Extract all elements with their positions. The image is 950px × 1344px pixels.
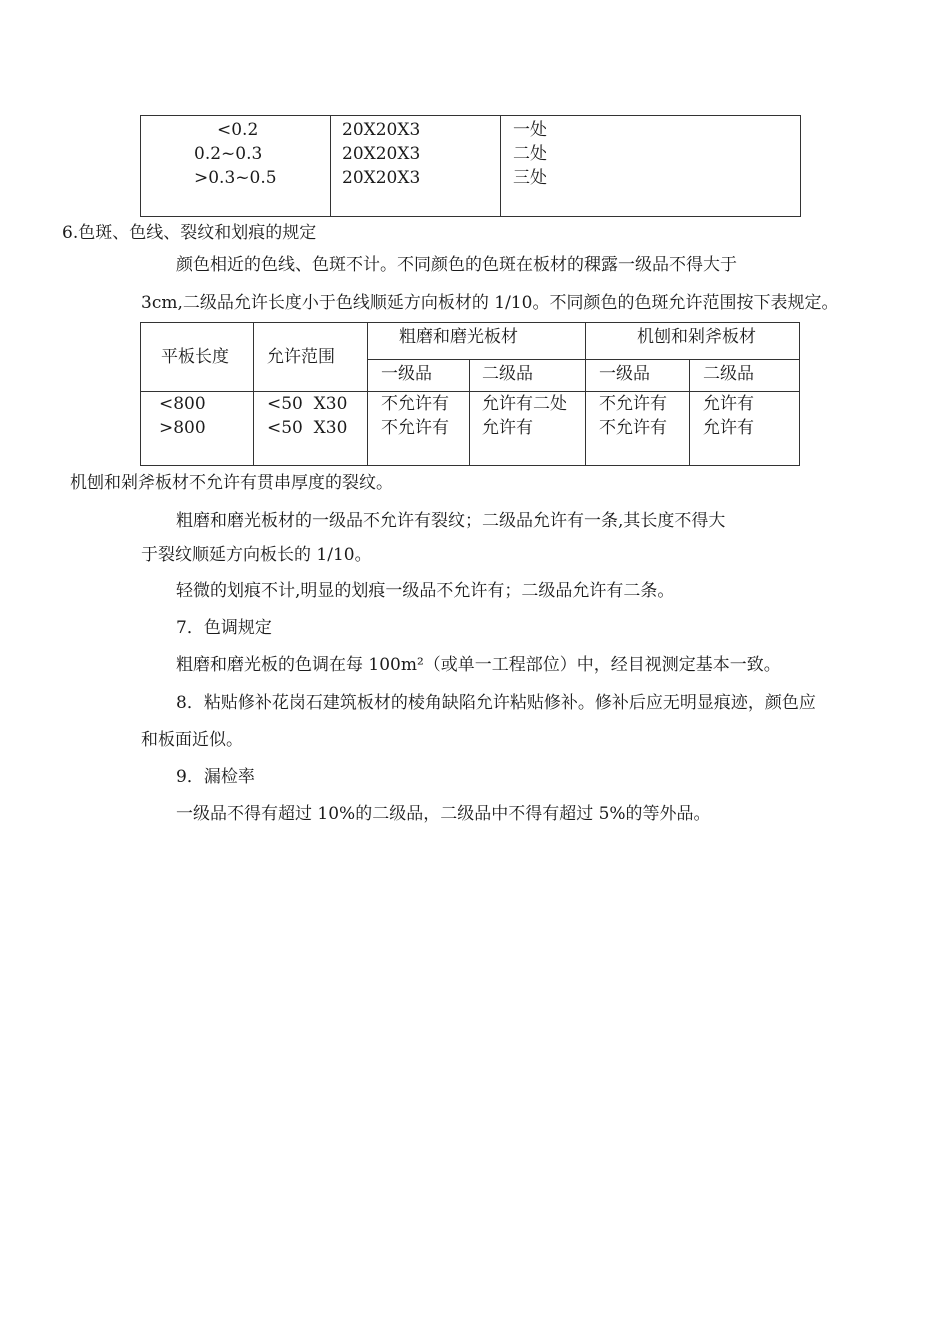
column-header: 平板长度 [161, 347, 229, 367]
table-cell: >0.3~0.5 [194, 168, 277, 188]
column-header: 允许范围 [267, 347, 335, 367]
table-cell: 允许有 [482, 418, 533, 438]
paragraph: 粗磨和磨光板的色调在每 100m²（或单一工程部位）中，经目视测定基本一致。 [176, 655, 781, 675]
table-cell: 20X20X3 [342, 144, 421, 164]
column-header: 一级品 [599, 364, 650, 384]
table-cell: 三处 [513, 168, 547, 188]
paragraph: 粗磨和磨光板材的一级品不允许有裂纹；二级品允许有一条,其长度不得大 [176, 511, 726, 531]
table-cell: <0.2 [217, 120, 259, 140]
table-divider [330, 116, 331, 216]
column-header: 粗磨和磨光板材 [399, 327, 518, 347]
table-cell: 允许有二处 [482, 394, 567, 414]
color-spot-table [140, 322, 800, 466]
table-cell: 允许有 [703, 394, 754, 414]
table-cell: <800 [159, 394, 206, 414]
table-cell: 20X20X3 [342, 168, 421, 188]
table-cell: 不允许有 [599, 418, 667, 438]
table-cell: 不允许有 [381, 418, 449, 438]
paragraph: 一级品不得有超过 10%的二级品，二级品中不得有超过 5%的等外品。 [176, 804, 711, 824]
table-cell: <50 X30 [267, 418, 348, 438]
paragraph: 轻微的划痕不计,明显的划痕一级品不允许有；二级品允许有二条。 [176, 581, 675, 601]
table-cell: 不允许有 [599, 394, 667, 414]
paragraph: 和板面近似。 [141, 730, 243, 750]
section-heading: 9．漏检率 [176, 767, 255, 787]
table-cell: 一处 [513, 120, 547, 140]
table-cell: 20X20X3 [342, 120, 421, 140]
table-divider [367, 359, 799, 360]
table-cell: 0.2~0.3 [194, 144, 263, 164]
section-heading: 6.色斑、色线、裂纹和划痕的规定 [62, 223, 317, 243]
defect-table [140, 115, 801, 217]
column-header: 机刨和剁斧板材 [637, 327, 756, 347]
table-cell: 二处 [513, 144, 547, 164]
paragraph: 机刨和剁斧板材不允许有贯串厚度的裂纹。 [70, 473, 393, 493]
table-divider [469, 359, 470, 465]
table-cell: 允许有 [703, 418, 754, 438]
paragraph: 8．粘贴修补花岗石建筑板材的棱角缺陷允许粘贴修补。修补后应无明显痕迹，颜色应 [176, 693, 816, 713]
table-divider [689, 359, 690, 465]
table-cell: <50 X30 [267, 394, 348, 414]
column-header: 一级品 [381, 364, 432, 384]
section-heading: 7．色调规定 [176, 618, 272, 638]
paragraph: 3cm,二级品允许长度小于色线顺延方向板材的 1/10。不同颜色的色斑允许范围按下表规定。 [141, 293, 839, 313]
table-cell: 不允许有 [381, 394, 449, 414]
column-header: 二级品 [703, 364, 754, 384]
table-divider [141, 391, 799, 392]
table-divider [500, 116, 501, 216]
column-header: 二级品 [482, 364, 533, 384]
table-divider [253, 323, 254, 465]
table-cell: >800 [159, 418, 206, 438]
table-divider [585, 323, 586, 465]
table-divider [367, 323, 368, 465]
paragraph: 颜色相近的色线、色斑不计。不同颜色的色斑在板材的稞露一级品不得大于 [176, 255, 737, 275]
paragraph: 于裂纹顺延方向板长的 1/10。 [141, 545, 372, 565]
